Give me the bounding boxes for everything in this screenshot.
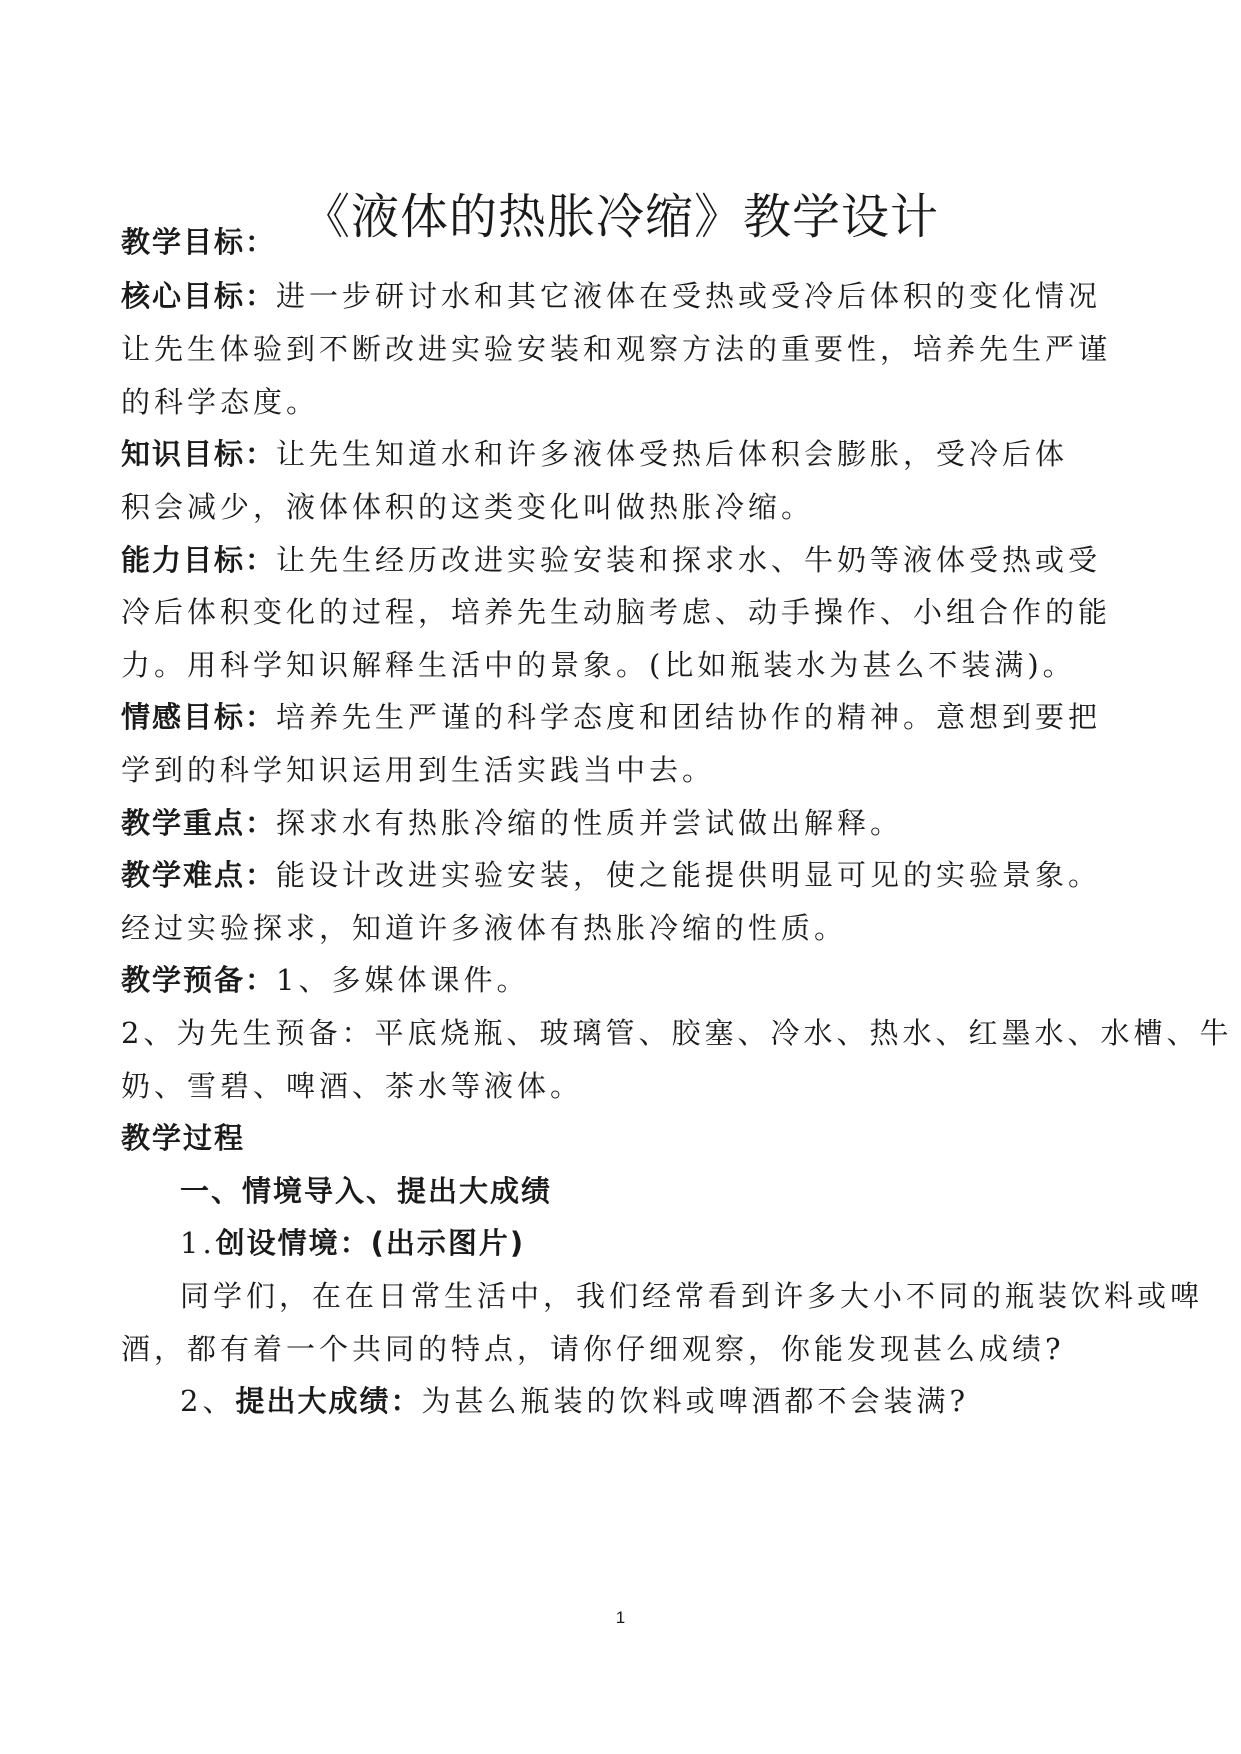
step-1-line [180, 1223, 525, 1263]
knowledge-objective-label: 知识目标： [121, 437, 277, 471]
core-objective-label: 核心目标： [121, 279, 277, 313]
document-title: 《液体的热胀冷缩》教学设计 [301, 189, 939, 245]
key-point-label: 教学重点： [121, 806, 277, 840]
preparation-text-3: 奶、雪碧、啤酒、茶水等液体。 [121, 1069, 584, 1103]
core-objective-text-2: 让先生体验到不断改进实验安装和观察方法的重要性，培养先生严谨 [121, 332, 1112, 366]
step-2-text: 为甚么瓶装的饮料或啤酒都不会装满? [421, 1384, 970, 1418]
page-number: 1 [615, 1608, 626, 1627]
emotion-objective-line-1 [121, 697, 1101, 737]
ability-objective-line-1 [121, 540, 1101, 580]
section-1-heading: 一、情境导入、提出大成绩 [180, 1174, 553, 1208]
emotion-objective-text-1: 培养先生严谨的科学态度和团结协作的精神。意想到要把 [276, 700, 1102, 734]
preparation-line-1 [121, 960, 529, 1000]
ability-objective-text-2: 冷后体积变化的过程，培养先生动脑考虑、动手操作、小组合作的能 [121, 595, 1112, 629]
paragraph-1-text-2: 酒，都有着一个共同的特点，请你仔细观察，你能发现甚么成绩? [121, 1332, 1065, 1366]
preparation-label: 教学预备： [121, 963, 277, 997]
process-heading: 教学过程 [121, 1121, 246, 1155]
knowledge-objective-text-2: 积会减少，液体体积的这类变化叫做热胀冷缩。 [121, 490, 815, 524]
knowledge-objective-line-1 [121, 434, 1068, 474]
difficulty-text-1: 能设计改进实验安装，使之能提供明显可见的实验景象。 [276, 858, 1102, 892]
difficulty-label: 教学难点： [121, 858, 277, 892]
step-2-label: 提出大成绩： [235, 1384, 422, 1418]
emotion-objective-text-2: 学到的科学知识运用到生活实践当中去。 [121, 753, 716, 787]
ability-objective-text-3: 力。用科学知识解释生活中的景象。(比如瓶装水为甚么不装满)。 [121, 648, 1076, 682]
difficulty-text-2: 经过实验探求，知道许多液体有热胀冷缩的性质。 [121, 911, 848, 945]
core-objective-text-3: 的科学态度。 [121, 385, 320, 419]
preparation-text-2: 2、为先生预备：平底烧瓶、玻璃管、胶塞、冷水、热水、红墨水、水槽、牛 [121, 1016, 1233, 1050]
core-objective-line-1 [121, 276, 1101, 316]
key-point-line [121, 803, 903, 843]
ability-objective-label: 能力目标： [121, 543, 277, 577]
core-objective-text-1: 进一步研讨水和其它液体在受热或受冷后体积的变化情况 [276, 279, 1102, 313]
knowledge-objective-text-1: 让先生知道水和许多液体受热后体积会膨胀，受冷后体 [276, 437, 1069, 471]
step-1-label: 创设情境：(出示图片) [215, 1226, 526, 1260]
preparation-text-1: 1、多媒体课件。 [276, 963, 530, 997]
ability-objective-text-1: 让先生经历改进实验安装和探求水、牛奶等液体受热或受 [276, 543, 1102, 577]
paragraph-1-text-1: 同学们，在在日常生活中，我们经常看到许多大小不同的瓶装饮料或啤 [180, 1279, 1204, 1313]
difficulty-line-1 [121, 855, 1101, 895]
emotion-objective-label: 情感目标： [121, 700, 277, 734]
step-2-number: 2、 [180, 1384, 236, 1418]
objectives-heading: 教学目标： [121, 225, 277, 259]
step-2-line [180, 1381, 969, 1421]
key-point-text: 探求水有热胀冷缩的性质并尝试做出解释。 [276, 806, 904, 840]
step-1-number: 1. [180, 1226, 216, 1260]
